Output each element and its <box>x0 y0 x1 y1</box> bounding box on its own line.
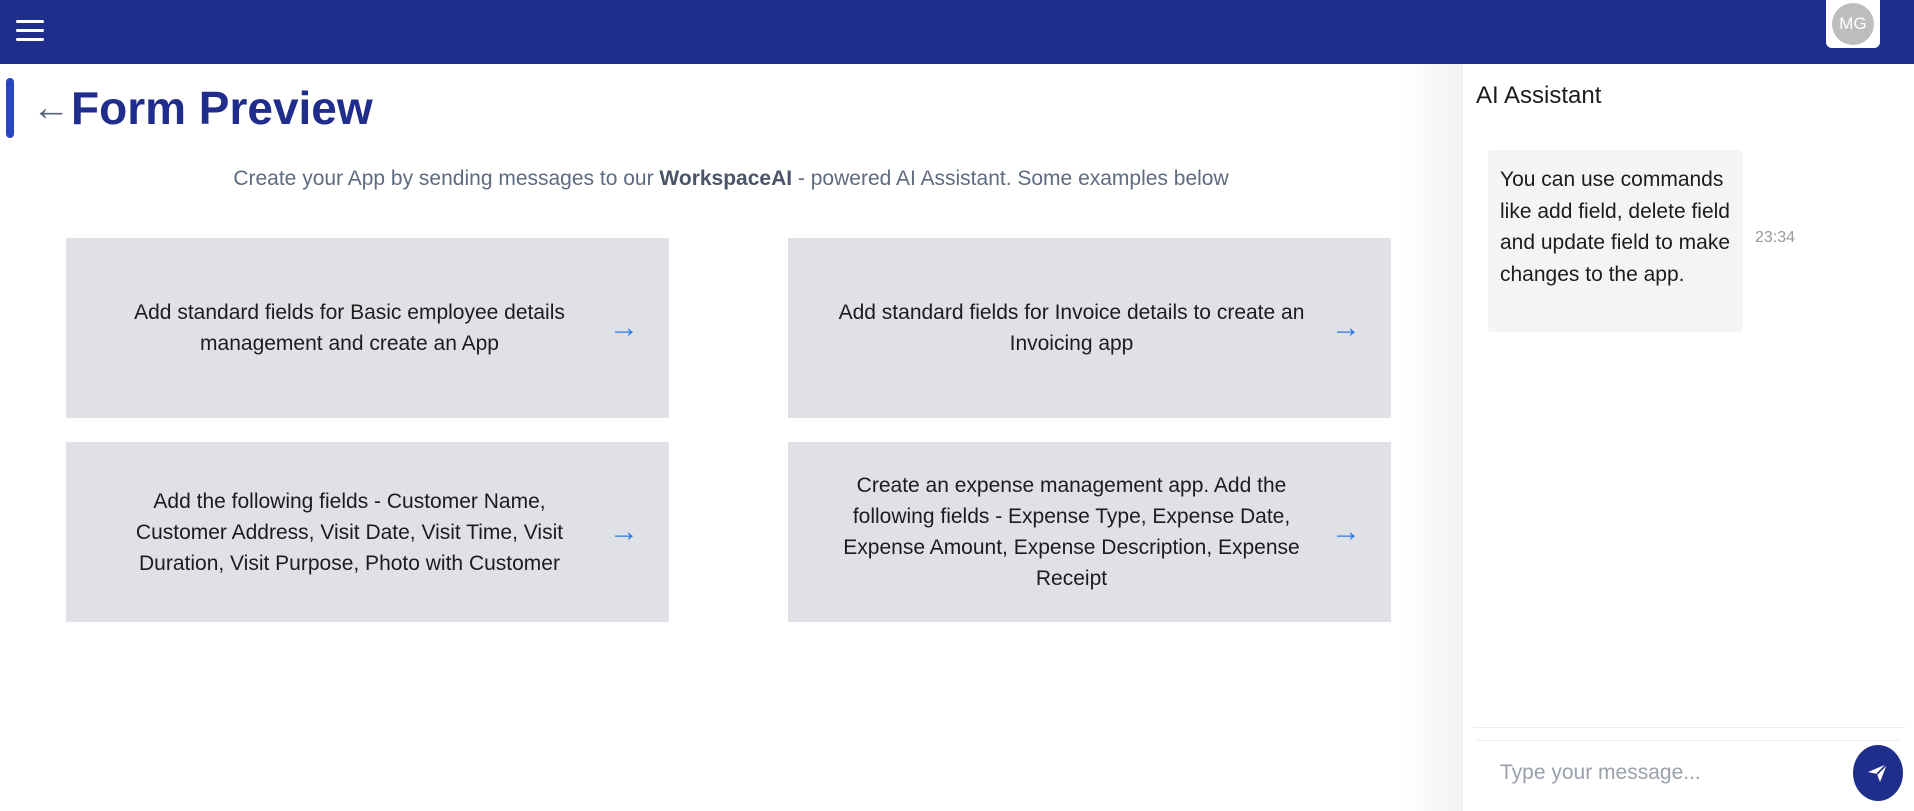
example-card-employee[interactable] <box>66 238 669 418</box>
arrow-right-icon[interactable]: → <box>609 311 639 344</box>
example-card-customer-visit[interactable] <box>66 442 669 622</box>
avatar: MG <box>1832 3 1874 45</box>
panel-shadow <box>1400 64 1462 811</box>
example-card-invoice[interactable] <box>788 238 1391 418</box>
example-card-text: Create an expense management app. Add the following fields - Expense Type, Expense Date, Expense Amount, Expense Description, Expense Receipt <box>843 474 1300 590</box>
example-card-text: Add standard fields for Invoice details to create an Invoicing app <box>838 301 1305 355</box>
message-input[interactable] <box>1500 757 1840 789</box>
top-navbar <box>0 0 1914 64</box>
message-composer <box>1476 740 1900 806</box>
arrow-right-icon[interactable]: → <box>1331 311 1361 344</box>
title-accent-bar <box>6 78 14 138</box>
assistant-title: AI Assistant <box>1476 82 1602 109</box>
arrow-left-icon[interactable]: ← <box>32 87 70 129</box>
send-button[interactable] <box>1853 745 1903 801</box>
ai-assistant-panel <box>1462 64 1914 811</box>
example-card-text: Add the following fields - Customer Name, Customer Address, Visit Date, Visit Time, Visit Duration, Visit Purpose, Photo with Customer <box>135 489 564 575</box>
intro-text <box>0 164 1462 194</box>
divider <box>1473 727 1905 728</box>
send-paper-plane-icon <box>1866 761 1890 785</box>
intro-brand: WorkspaceAI <box>659 167 793 190</box>
example-card-text: Add standard fields for Basic employee details management and create an App <box>134 301 565 355</box>
user-avatar-button[interactable] <box>1826 0 1880 48</box>
example-card-expense[interactable] <box>788 442 1391 622</box>
intro-text-start: Create your App by sending messages to our <box>233 167 660 190</box>
hamburger-menu-icon[interactable] <box>14 16 46 46</box>
arrow-right-icon[interactable]: → <box>1331 515 1361 548</box>
main-content <box>0 64 1462 811</box>
page-title: Form Preview <box>71 82 373 134</box>
arrow-right-icon[interactable]: → <box>609 515 639 548</box>
intro-text-end: - powered AI Assistant. Some examples below <box>792 167 1229 190</box>
message-timestamp: 23:34 <box>1755 229 1796 246</box>
assistant-message-bubble: You can use commands like add field, delete field and update field to make changes to the app. <box>1488 150 1743 332</box>
